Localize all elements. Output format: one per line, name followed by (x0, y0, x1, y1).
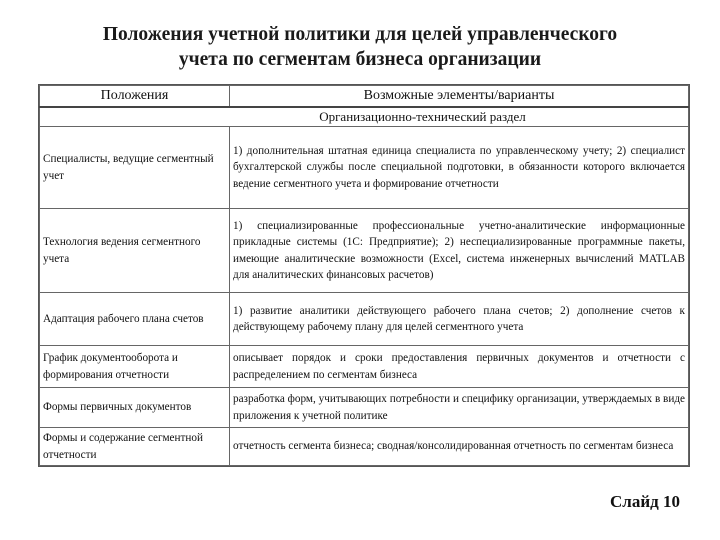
section-row (40, 107, 689, 127)
table-row (40, 209, 689, 293)
slide-number: Слайд 10 (610, 492, 680, 511)
policy-table (38, 84, 690, 467)
table-row (40, 346, 689, 388)
row-label: Специалисты, ведущие сегментный учет (40, 127, 230, 209)
table-row (40, 127, 689, 209)
title-line-1: Положения учетной политики для целей управленческого (102, 24, 618, 45)
row-label: График документооборота и формирования отчетности (40, 346, 230, 388)
row-value: описывает порядок и сроки предоставления первичных документов и отчетности с распределением по сегментам бизнеса (230, 346, 689, 388)
row-value: 1) дополнительная штатная единица специалиста по управленческому учету; 2) специалист бухгалтерской службы после специальной подготовки, в обязанности которого включается ведение сегментного учета и формирование отчетности (230, 127, 689, 209)
slide-title (20, 22, 700, 72)
row-label: Адаптация рабочего плана счетов (40, 293, 230, 346)
row-label: Формы первичных документов (40, 388, 230, 428)
row-value: 1) развитие аналитики действующего рабочего плана счетов; 2) дополнение счетов к действующему рабочему плану для целей сегментного учета (230, 293, 689, 346)
table-row (40, 428, 689, 466)
row-value: отчетность сегмента бизнеса; сводная/консолидированная отчетность по сегментам бизнеса (230, 428, 689, 466)
row-value: разработка форм, учитывающих потребности и специфику организации, утверждаемых в виде приложения к учетной политике (230, 388, 689, 428)
table-row (40, 388, 689, 428)
section-title: Организационно-технический раздел (40, 107, 689, 127)
table-row (40, 293, 689, 346)
row-label: Технология ведения сегментного учета (40, 209, 230, 293)
table-header-row (40, 86, 689, 108)
header-options: Возможные элементы/варианты (230, 86, 689, 108)
title-line-2: учета по сегментам бизнеса организации (178, 49, 542, 70)
row-value: 1) специализированные профессиональные учетно-аналитические информационные прикладные системы (1С: Предприятие); 2) неспециализированные программные пакеты, имеющие аналитические возможности (Excel, система инженерных вычислений MATLAB для аналитических финансовых расчетов) (230, 209, 689, 293)
row-label: Формы и содержание сегментной отчетности (40, 428, 230, 466)
header-provisions: Положения (40, 86, 230, 108)
